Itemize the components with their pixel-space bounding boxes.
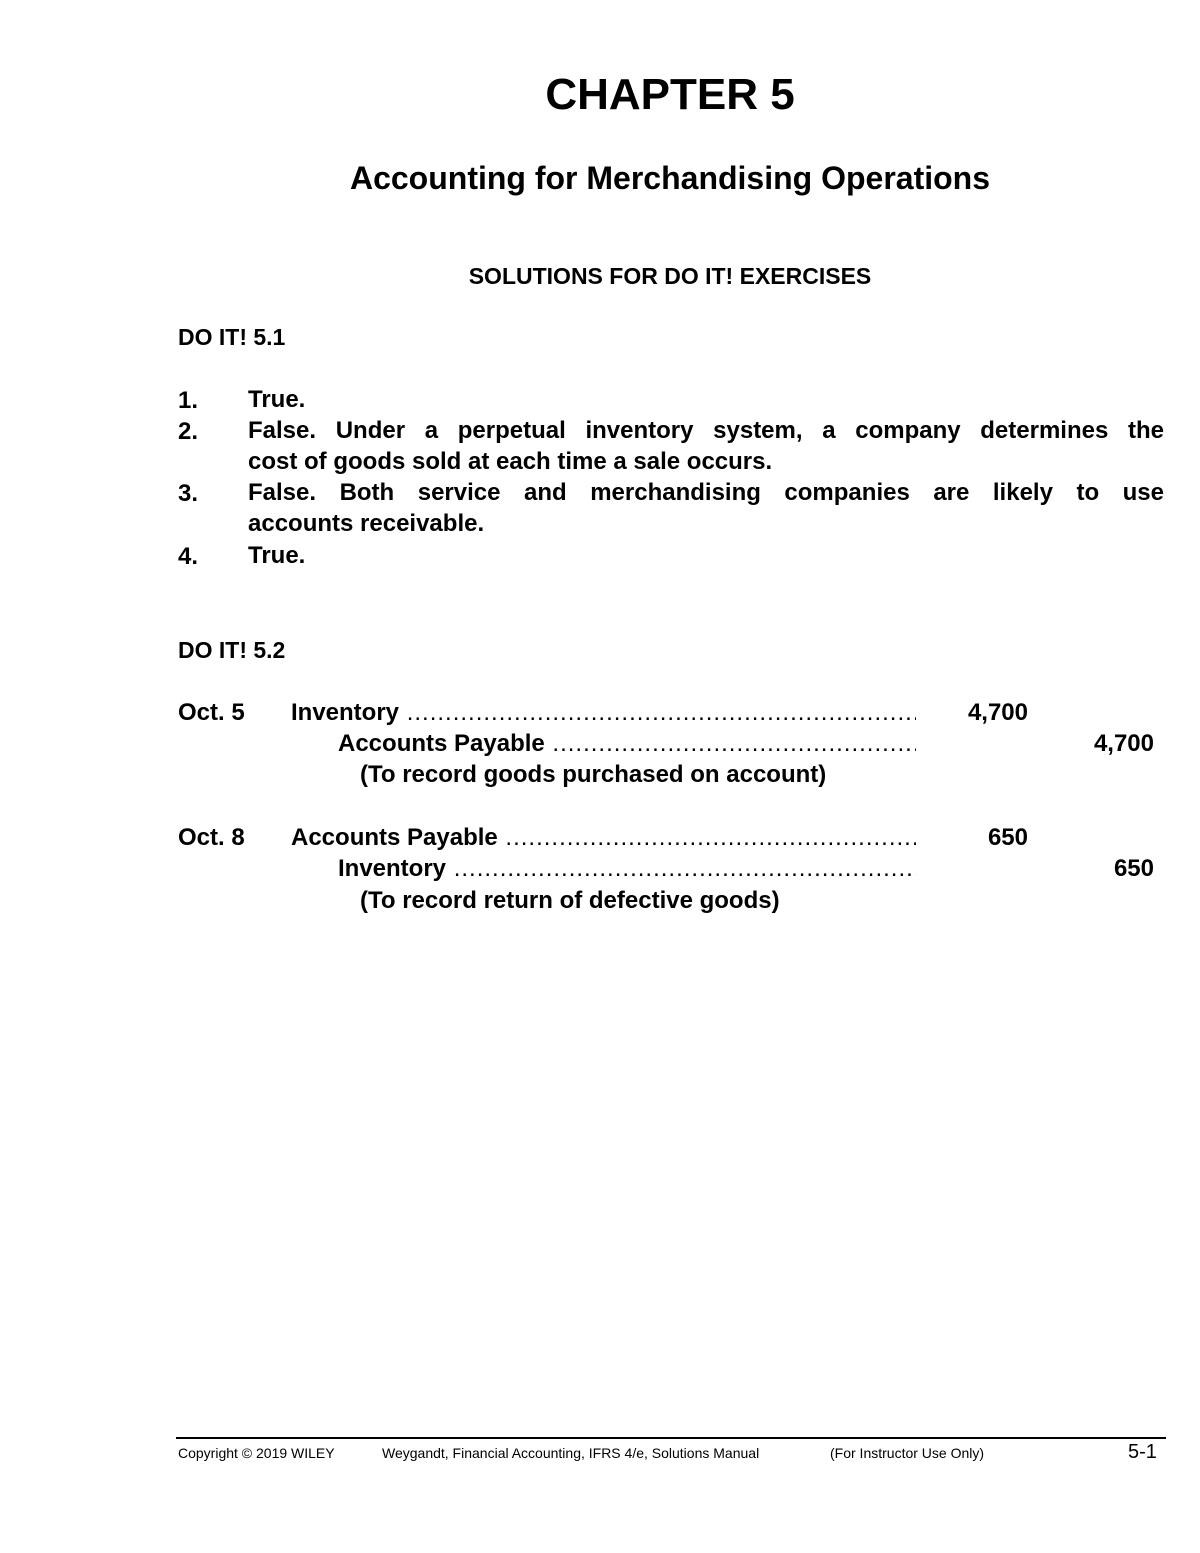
entry-date: Oct. 8: [178, 824, 245, 851]
debit-account: Accounts Payable .....: [291, 822, 916, 853]
list-item-text-continued: accounts receivable.: [248, 510, 485, 537]
list-item-number: 4.: [178, 543, 199, 570]
credit-amount: 4,700: [1093, 730, 1154, 757]
footer-instructor-note: (For Instructor Use Only): [830, 1445, 985, 1461]
page-number: 5-1: [1128, 1441, 1157, 1463]
list-item-number: 1.: [178, 387, 199, 414]
list-item-text: True.: [248, 386, 306, 413]
footer-rule: [176, 1437, 1166, 1439]
list-item-text: True.: [248, 542, 306, 569]
entry-date: Oct. 5: [178, 699, 245, 726]
solutions-heading: SOLUTIONS FOR DO IT! EXERCISES: [468, 263, 872, 289]
list-item-number: 3.: [178, 480, 199, 507]
do-it-5-2-heading: DO IT! 5.2: [178, 637, 286, 663]
chapter-title: CHAPTER 5: [545, 70, 795, 119]
list-item-text: False. Both service and merchandising companies are likely to use: [248, 479, 1164, 506]
credit-account: Accounts Payable .....: [338, 728, 916, 759]
footer-copyright: Copyright © 2019 WILEY: [178, 1445, 335, 1461]
entry-memo: (To record return of defective goods): [360, 887, 780, 914]
debit-amount: 650: [987, 824, 1028, 851]
list-item-text: False. Under a perpetual inventory system, a company determines the: [248, 417, 1164, 444]
credit-amount: 650: [1113, 855, 1154, 882]
entry-memo: (To record goods purchased on account): [360, 761, 827, 788]
footer-book-title: Weygandt, Financial Accounting, IFRS 4/e, Solutions Manual: [382, 1445, 760, 1461]
list-item-text-continued: cost of goods sold at each time a sale occurs.: [248, 448, 773, 475]
credit-account: Inventory .....: [338, 853, 916, 884]
debit-amount: 4,700: [967, 699, 1028, 726]
list-item-number: 2.: [178, 418, 199, 445]
debit-account: Inventory .....: [291, 697, 916, 728]
do-it-5-1-heading: DO IT! 5.1: [178, 324, 286, 350]
chapter-subtitle: Accounting for Merchandising Operations: [349, 160, 991, 196]
